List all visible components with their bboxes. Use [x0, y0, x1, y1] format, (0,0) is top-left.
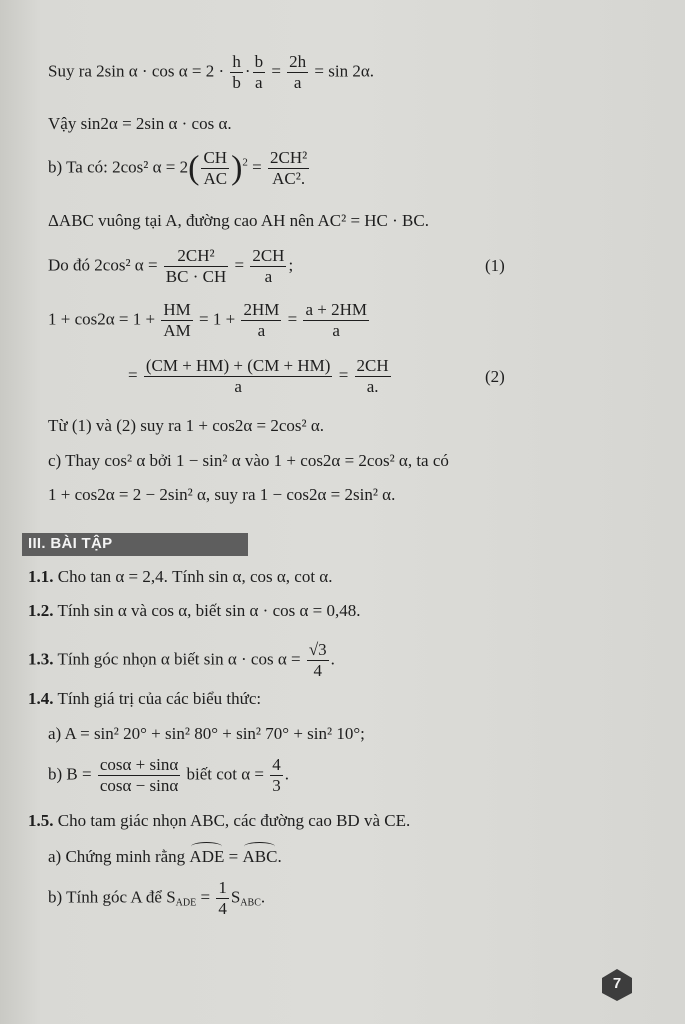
exercise-1-5-b: b) Tính góc A để $S_{ADE}$ = $\frac{1}{4}$ $S_{ABC}$.: [48, 878, 266, 918]
fraction: $\frac{2CH}{a.}$: [356, 356, 389, 396]
section-title: III. BÀI TẬP: [28, 535, 113, 552]
equation-number-1: (1): [485, 256, 505, 275]
angle-ade: ADE: [189, 847, 225, 866]
exercise-1-4-a: a) A = sin² 20° + sin² 80° + sin² 70° + sin² 10°;: [48, 724, 365, 743]
exercise-1-4-b: b) B = $\frac{\cos\alpha + \sin\alpha}{\cos\alpha - \sin\alpha}$ biết cot α = $\frac{4}{3}$ .: [48, 755, 290, 795]
fraction: $\frac{2HM}{a}$: [243, 300, 280, 340]
proof-line-4: ΔABC vuông tại A, đường cao AH nên AC² = HC · BC.: [48, 211, 429, 230]
text: Suy ra 2sin α · cos α = 2 ·: [48, 61, 225, 81]
fraction: $\frac{√3}{4}$: [308, 640, 327, 680]
proof-line-9: c) Thay cos² α bởi 1 − sin² α vào 1 + cos2α = 2cos² α, ta có: [48, 451, 449, 470]
proof-line-7: = $\frac{(CM + HM) + (CM + HM)}{a}$ = $\frac{2CH}{a.}$: [128, 356, 389, 396]
fraction: $\frac{4}{3}$: [272, 755, 281, 795]
exercise-1-2: 1.2. Tính sin α và cos α, biết sin α · cos α = 0,48.: [28, 601, 361, 620]
fraction: $\frac{(CM + HM) + (CM + HM)}{a}$: [145, 356, 331, 396]
exercise-1-5: 1.5. Cho tam giác nhọn ABC, các đường cao BD và CE.: [28, 811, 411, 830]
proof-line-2: Vậy sin2α = 2sin α · cos α.: [48, 114, 232, 133]
proof-line-3: b) Ta có: 2cos² α = 2( $\frac{CH}{AC}$ )$^2$ = $\frac{\text{2CH²}}{\text{AC².}}$: [48, 148, 308, 188]
fraction: $\frac{2CH}{a}$: [252, 246, 285, 286]
fraction: $\frac{\text{2CH²}}{BC \cdot CH}$: [165, 246, 227, 286]
exercise-1-3: 1.3. Tính góc nhọn α biết sin α · cos α = $\frac{√3}{4}$ .: [28, 640, 335, 680]
fraction: $\frac{HM}{AM}$: [163, 300, 191, 340]
fraction: $\frac{2h}{a}$: [289, 52, 307, 92]
fraction: $\frac{\cos\alpha + \sin\alpha}{\cos\alpha - \sin\alpha}$: [99, 755, 179, 795]
fraction: $\frac{a + 2HM}{a}$: [305, 300, 367, 340]
proof-line-6: 1 + cos2α = 1 + $\frac{HM}{AM}$ = 1 + $\frac{2HM}{a}$ = $\frac{a + 2HM}{a}$: [48, 300, 367, 340]
exercise-1-1: 1.1. Cho tan α = 2,4. Tính sin α, cos α, cot α.: [28, 567, 333, 586]
exercise-1-5-a: a) Chứng minh rằng ADE = ABC.: [48, 847, 282, 866]
fraction: $\frac{CH}{AC}$: [203, 148, 228, 188]
page-number: 7: [612, 975, 622, 992]
proof-line-5: Do đó 2cos² α = $\frac{\text{2CH²}}{BC \cdot CH}$ = $\frac{2CH}{a}$ ;: [48, 246, 294, 286]
exercise-1-4: 1.4. Tính giá trị của các biểu thức:: [28, 689, 262, 708]
fraction: $\frac{b}{a}$: [254, 52, 264, 92]
proof-line-8: Từ (1) và (2) suy ra 1 + cos2α = 2cos² α.: [48, 416, 325, 435]
fraction: $\frac{h}{b}$: [232, 52, 241, 92]
fraction: $\frac{1}{4}$: [218, 878, 227, 918]
fraction: $\frac{\text{2CH²}}{\text{AC².}}$: [270, 148, 308, 188]
proof-line-1: Suy ra 2sin α · cos α = 2 · $\frac{h}{b}$ · $\frac{b}{a}$ = $\frac{2h}{a}$ = sin 2α.: [48, 52, 374, 92]
proof-line-10: 1 + cos2α = 2 − 2sin² α, suy ra 1 − cos2α = 2sin² α.: [48, 485, 396, 504]
equation-number-2: (2): [485, 367, 505, 386]
angle-abc: ABC: [242, 847, 278, 866]
